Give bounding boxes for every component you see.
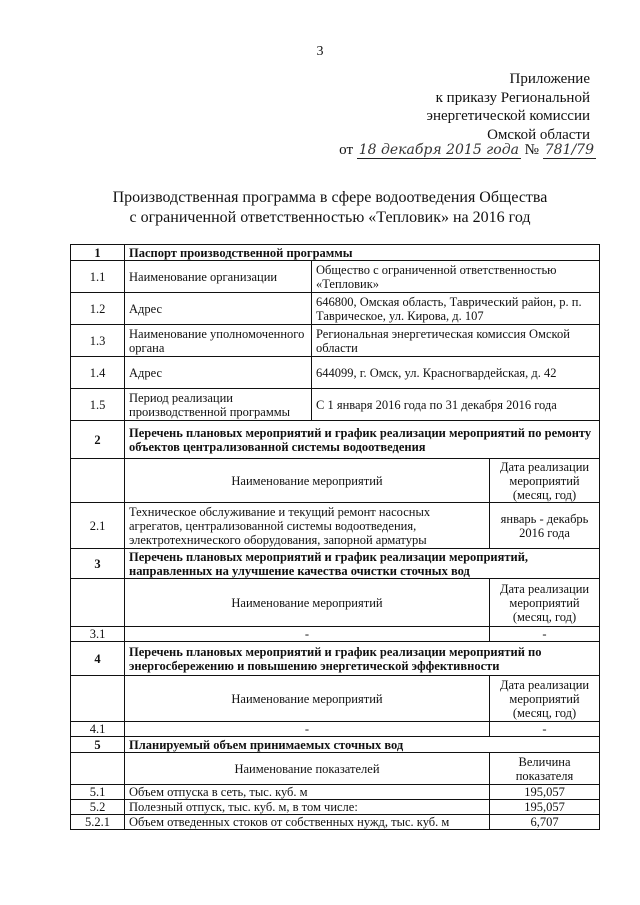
row-name: Полезный отпуск, тыс. куб. м, в том числе: [125, 800, 490, 815]
handwritten-date: 18 декабря 2015 года [358, 142, 519, 158]
row-value: 6,707 [490, 815, 600, 830]
row-name: - [125, 627, 490, 642]
row-date: - [490, 722, 600, 737]
table-row [71, 722, 600, 737]
section-number: 1 [71, 245, 125, 261]
section-header [71, 737, 600, 753]
section-title: Перечень плановых мероприятий и график реализации мероприятий по ремонту объектов централизованной системы водоотведения [125, 421, 600, 459]
empty-cell [71, 676, 125, 722]
empty-cell [71, 459, 125, 503]
row-name: Объем отпуска в сеть, тыс. куб. м [125, 785, 490, 800]
row-number: 5.2 [71, 800, 125, 815]
section-number: 5 [71, 737, 125, 753]
row-value: 195,057 [490, 800, 600, 815]
section-number: 3 [71, 549, 125, 579]
column-header: Наименование мероприятий [125, 459, 490, 503]
column-header: Дата реализации мероприятий (месяц, год) [490, 459, 600, 503]
row-number: 2.1 [71, 503, 125, 549]
column-header: Наименование показателей [125, 753, 490, 785]
row-number: 5.1 [71, 785, 125, 800]
row-number: 5.2.1 [71, 815, 125, 830]
row-label: Наименование организации [125, 261, 312, 293]
title-line-2: с ограниченной ответственностью «Тепловик» на 2016 год [129, 209, 531, 226]
production-program-table [70, 244, 600, 830]
document-title [60, 188, 600, 228]
section-header [71, 245, 600, 261]
row-label: Адрес [125, 357, 312, 389]
column-header-row [71, 459, 600, 503]
section-header [71, 549, 600, 579]
column-header-row [71, 579, 600, 627]
row-name: Техническое обслуживание и текущий ремонт насосных агрегатов, централизованной системы водоотведения, электротехнического оборудования, запорной арматуры [125, 503, 490, 549]
row-value: 644099, г. Омск, ул. Красногвардейская, д. 42 [312, 357, 600, 389]
column-header: Наименование мероприятий [125, 676, 490, 722]
section-title: Перечень плановых мероприятий и график реализации мероприятий, направленных на улучшение качества очистки сточных вод [125, 549, 600, 579]
row-number: 1.5 [71, 389, 125, 421]
number-label: № [524, 142, 539, 158]
row-value: 646800, Омская область, Таврический район, р. п. Таврическое, ул. Кирова, д. 107 [312, 293, 600, 325]
row-value: Общество с ограниченной ответственностью «Тепловик» [312, 261, 600, 293]
row-value: 195,057 [490, 785, 600, 800]
row-name: Объем отведенных стоков от собственных нужд, тыс. куб. м [125, 815, 490, 830]
empty-cell [71, 579, 125, 627]
section-title: Планируемый объем принимаемых сточных вод [125, 737, 600, 753]
row-number: 1.3 [71, 325, 125, 357]
table-row [71, 627, 600, 642]
row-number: 3.1 [71, 627, 125, 642]
column-header-row [71, 676, 600, 722]
column-header: Дата реализации мероприятий (месяц, год) [490, 579, 600, 627]
order-date-number [339, 142, 596, 159]
row-label: Наименование уполномоченного органа [125, 325, 312, 357]
row-value: Региональная энергетическая комиссия Омской области [312, 325, 600, 357]
row-number: 1.1 [71, 261, 125, 293]
section-title: Перечень плановых мероприятий и график реализации мероприятий по энергосбережению и повышению энергетической эффективности [125, 642, 600, 676]
row-date: январь - декабрь 2016 года [490, 503, 600, 549]
column-header: Величина показателя [490, 753, 600, 785]
table-row [71, 389, 600, 421]
page-number: 3 [316, 44, 324, 59]
from-label: от [339, 142, 353, 158]
appendix-line: к приказу Региональной [435, 89, 590, 106]
row-number: 1.4 [71, 357, 125, 389]
section-title: Паспорт производственной программы [125, 245, 600, 261]
table-row [71, 785, 600, 800]
column-header: Дата реализации мероприятий (месяц, год) [490, 676, 600, 722]
empty-cell [71, 753, 125, 785]
section-header [71, 421, 600, 459]
appendix-line: Приложение [509, 71, 590, 87]
appendix-header [290, 70, 590, 144]
row-number: 4.1 [71, 722, 125, 737]
column-header: Наименование мероприятий [125, 579, 490, 627]
row-date: - [490, 627, 600, 642]
table-row [71, 357, 600, 389]
table-row [71, 293, 600, 325]
handwritten-number: 781/79 [544, 142, 594, 158]
table-row [71, 800, 600, 815]
row-label: Период реализации производственной программы [125, 389, 312, 421]
section-number: 4 [71, 642, 125, 676]
table-row [71, 503, 600, 549]
table-row [71, 325, 600, 357]
row-number: 1.2 [71, 293, 125, 325]
row-name: - [125, 722, 490, 737]
table-row [71, 261, 600, 293]
table-row [71, 815, 600, 830]
appendix-line: энергетической комиссии [426, 108, 590, 124]
section-header [71, 642, 600, 676]
row-value: С 1 января 2016 года по 31 декабря 2016 года [312, 389, 600, 421]
appendix-line: Омской области [487, 126, 590, 143]
row-label: Адрес [125, 293, 312, 325]
title-line-1: Производственная программа в сфере водоотведения Общества [112, 189, 548, 206]
section-number: 2 [71, 421, 125, 459]
column-header-row [71, 753, 600, 785]
